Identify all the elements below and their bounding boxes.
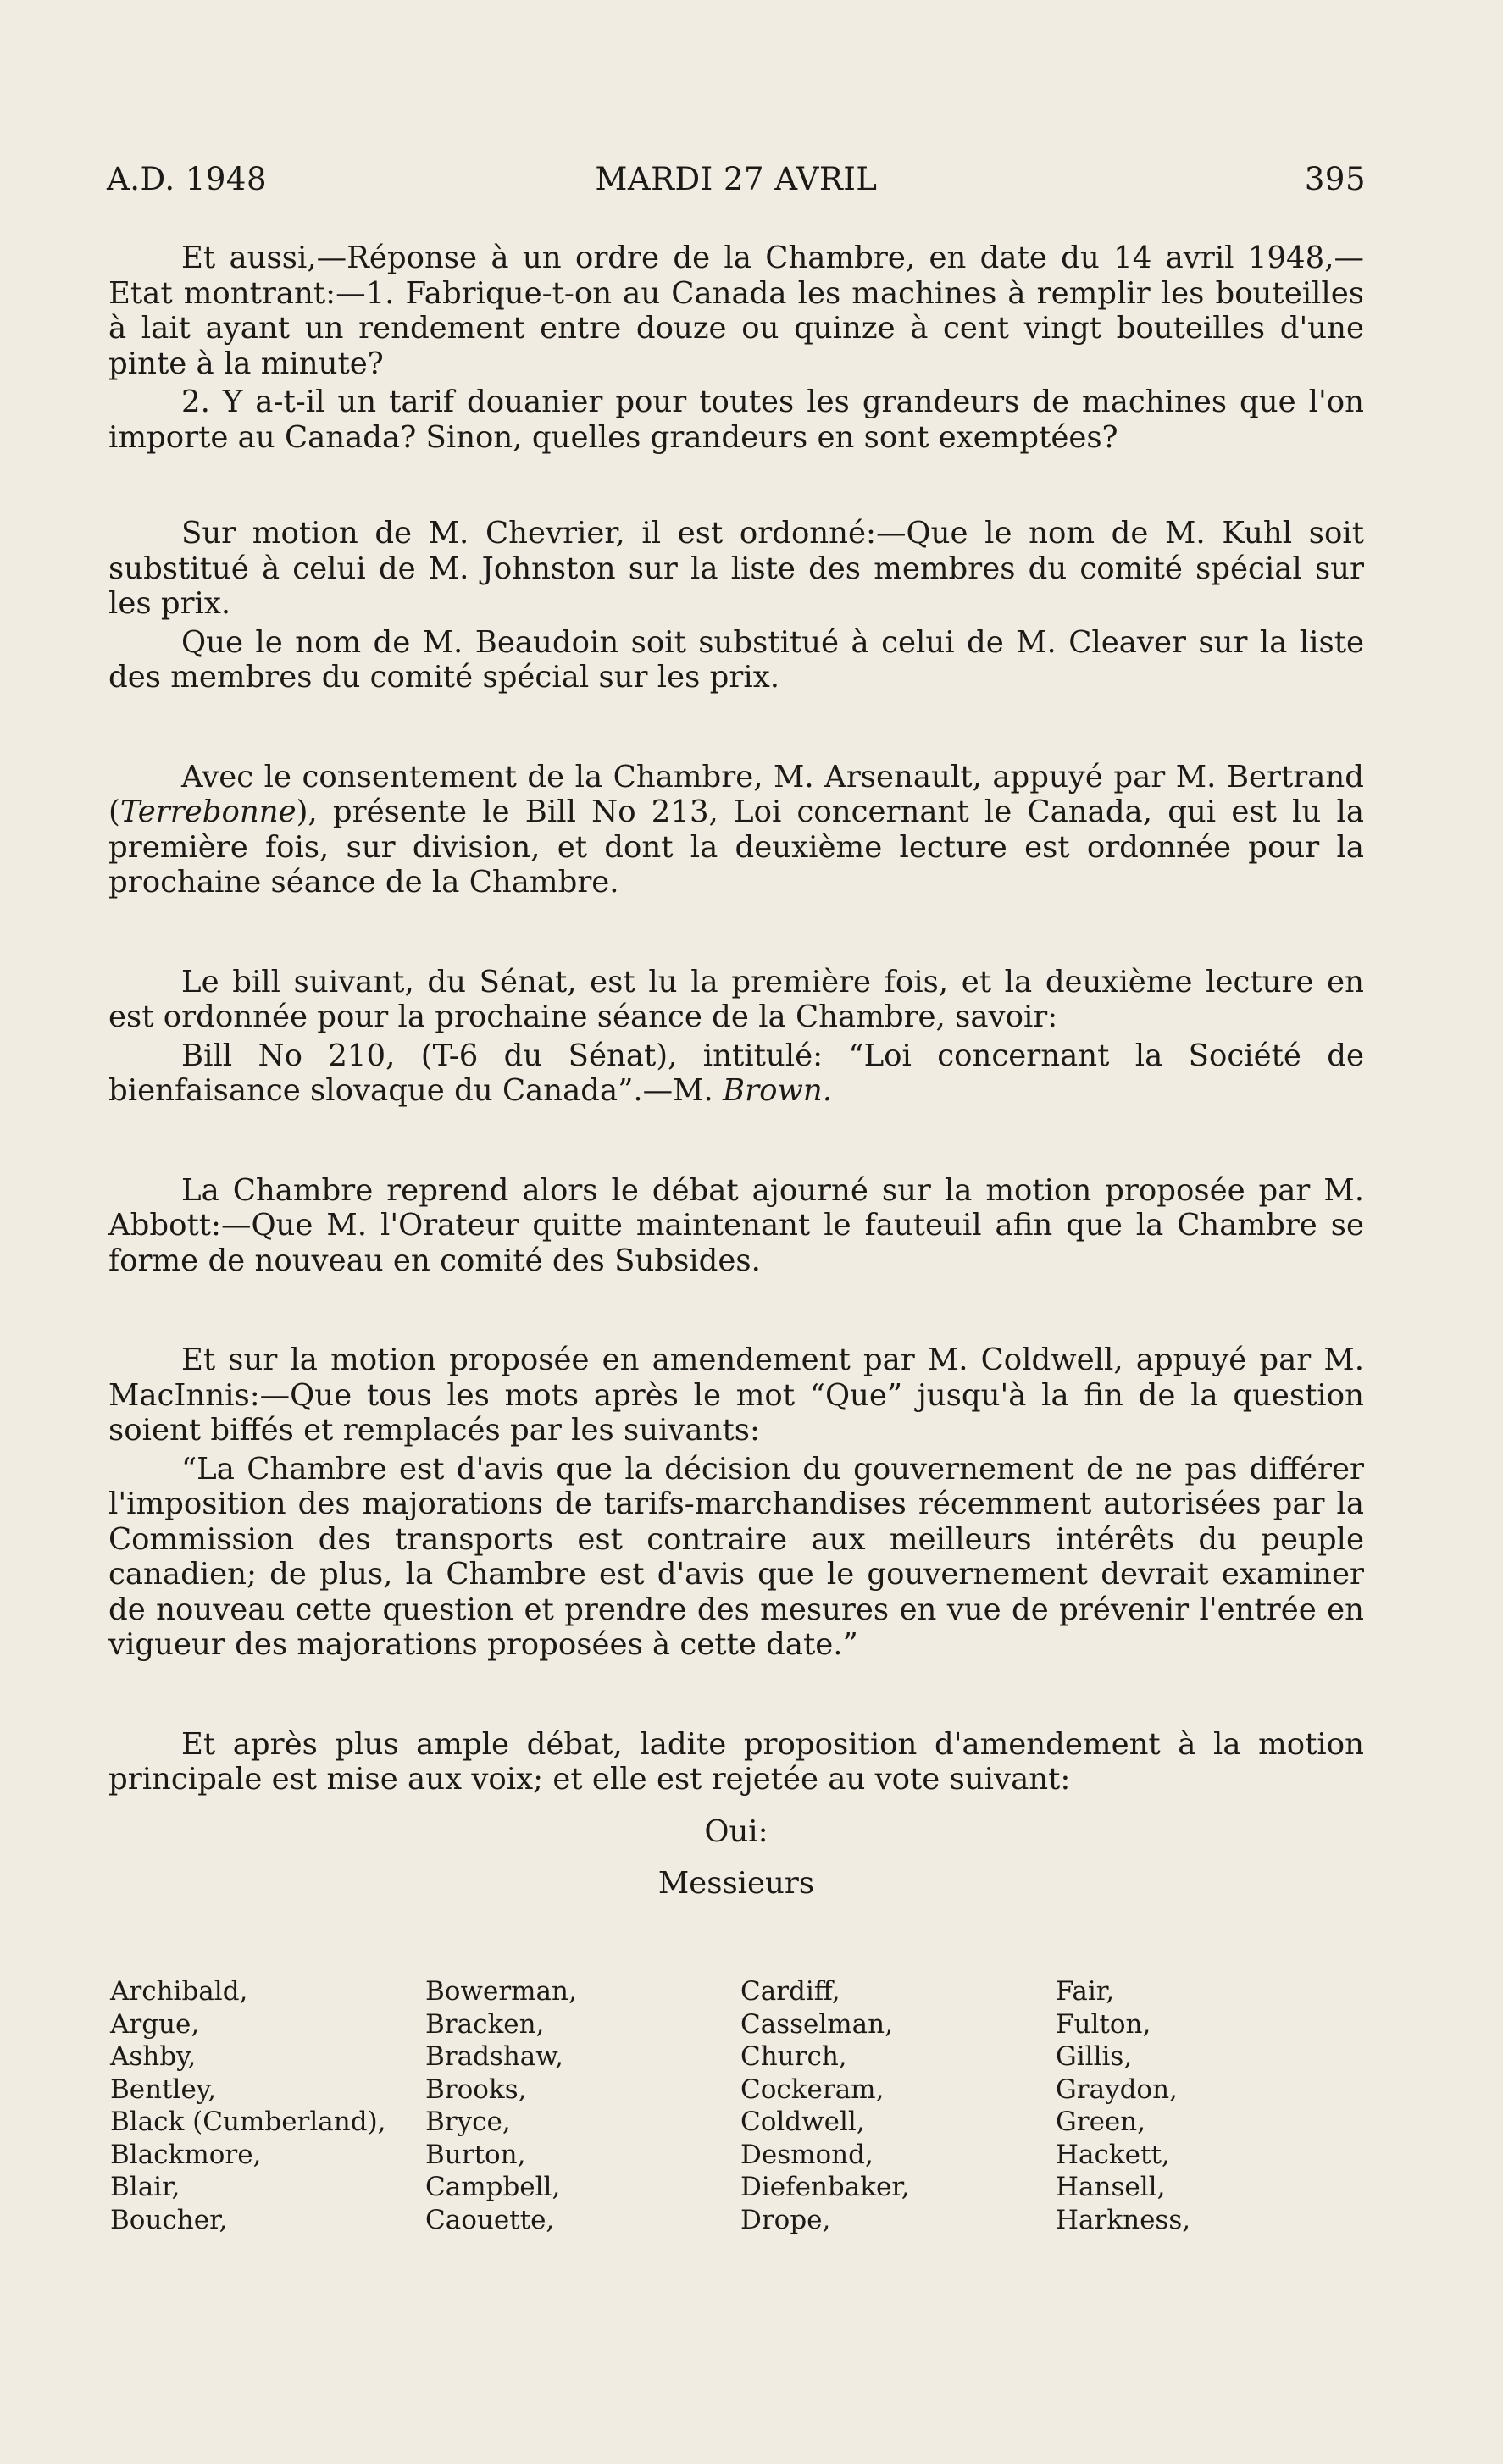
bill-213-text-a: Avec le consentement de la Chambre, M. Arsenault, appuyé par M. Bertrand ( [108,759,1364,829]
member-name: Bracken, [425,2008,545,2040]
member-name: Bryce, [425,2107,511,2137]
member-name: Burton, [425,2139,526,2170]
member-name: Caouette, [425,2204,555,2235]
member-name: Bowerman, [425,1976,577,2007]
member-name: Coldwell, [740,2107,865,2137]
member-name: Archibald, [110,1976,248,2007]
name-column-3 [740,1975,910,2236]
member-name: Graydon, [1056,2074,1178,2105]
member-name: Casselman, [740,2008,893,2040]
paragraph-bill-213 [108,760,1364,900]
member-name: Drope, [740,2204,831,2235]
member-name: Desmond, [740,2139,874,2170]
bill-213-text-b: ), présente le Bill No 213, Loi concernant le Canada, qui est lu la première fois, sur division, et dont la deuxième lecture est ordonnée pour la prochaine séance de la Chambre. [108,795,1364,900]
header-year: A.D. 1948 [107,161,268,197]
paragraph-senate-bill: Le bill suivant, du Sénat, est lu la première fois, et la deuxième lecture en est ordonnée pour la prochaine séance de la Chambre, savoir: [108,964,1364,1034]
member-name: Black (Cumberland), [110,2107,386,2137]
member-name: Gillis, [1056,2041,1133,2072]
member-name: Brooks, [425,2074,527,2105]
member-name: Blackmore, [110,2139,262,2170]
member-name: Cardiff, [740,1976,840,2007]
name-column-4 [1056,1975,1190,2236]
name-column-1 [110,1975,386,2236]
member-name: Campbell, [425,2172,561,2202]
member-name: Harkness, [1056,2204,1191,2235]
member-name: Church, [740,2041,847,2072]
bill-210-text: Bill No 210, (T-6 du Sénat), intitulé: “Loi concernant la Société de bienfaisance slovaque du Canada”.—M. [108,1038,1364,1108]
paragraph-amendment-text: “La Chambre est d'avis que la décision du gouvernement de ne pas différer l'imposition des majorations de tarifs-marchandises récemment autorisées par la Commission des transports est contraire aux meilleurs intérêts du peuple canadien; de plus, la Chambre est d'avis que le gouvernement devrait examiner de nouveau cette question et prendre des mesures en vue de prévenir l'entrée en vigueur des majorations proposées à cette date.” [108,1451,1364,1662]
member-name: Ashby, [110,2041,197,2072]
member-name: Green, [1056,2107,1146,2137]
paragraph-debate-resumed: La Chambre reprend alors le débat ajourné sur la motion proposée par M. Abbott:—Que M. l'Orateur quitte maintenant le fauteuil afin que la Chambre se forme de nouveau en comité des Subsides. [108,1172,1364,1278]
member-name: Fair, [1056,1976,1115,2007]
paragraph-committee-substitution-beaudoin: Que le nom de M. Beaudoin soit substitué à celui de M. Cleaver sur la liste des membres du comité spécial sur les prix. [108,624,1364,695]
paragraph-vote-intro: Et après plus ample débat, ladite proposition d'amendement à la motion principale est mise aux voix; et elle est rejetée au vote suivant: [108,1726,1364,1797]
vote-subtitle: Messieurs [657,1866,815,1901]
vote-title: Oui: [704,1813,768,1849]
bill-210-sponsor: Brown. [723,1073,833,1108]
paragraph-return-question-1: Et aussi,—Réponse à un ordre de la Chambre, en date du 14 avril 1948,—Etat montrant:—1. Fabrique-t-on au Canada les machines à remplir les bouteilles à lait ayant un rendement entre douze ou quinze à cent vingt bouteilles d'une pinte à la minute? [108,241,1364,381]
member-name: Hackett, [1056,2139,1170,2170]
member-name: Blair, [110,2172,180,2202]
member-name: Bradshaw, [425,2041,563,2072]
member-name: Diefenbaker, [740,2172,910,2202]
member-name: Hansell, [1056,2172,1166,2202]
member-name: Boucher, [110,2204,228,2235]
member-name: Fulton, [1056,2008,1151,2040]
member-name: Cockeram, [740,2074,885,2105]
paragraph-committee-substitution-kuhl: Sur motion de M. Chevrier, il est ordonné:—Que le nom de M. Kuhl soit substitué à celui de M. Johnston sur la liste des membres du comité spécial sur les prix. [108,516,1364,621]
member-name: Argue, [110,2008,200,2040]
paragraph-amendment-motion: Et sur la motion proposée en amendement par M. Coldwell, appuyé par M. MacInnis:—Que tous les mots après le mot “Que” jusqu'à la fin de la question soient biffés et remplacés par les suivants: [108,1343,1364,1448]
page-number: 395 [1304,161,1366,197]
name-column-2 [425,1975,577,2236]
paragraph-return-question-2: 2. Y a-t-il un tarif douanier pour toutes les grandeurs de machines que l'on importe au Canada? Sinon, quelles grandeurs en sont exemptées? [108,385,1364,455]
header-date: MARDI 27 AVRIL [595,161,878,197]
bill-213-riding: Terrebonne [119,795,297,829]
member-name: Bentley, [110,2074,217,2105]
page-body [108,241,1364,1902]
paragraph-bill-210 [108,1038,1364,1109]
